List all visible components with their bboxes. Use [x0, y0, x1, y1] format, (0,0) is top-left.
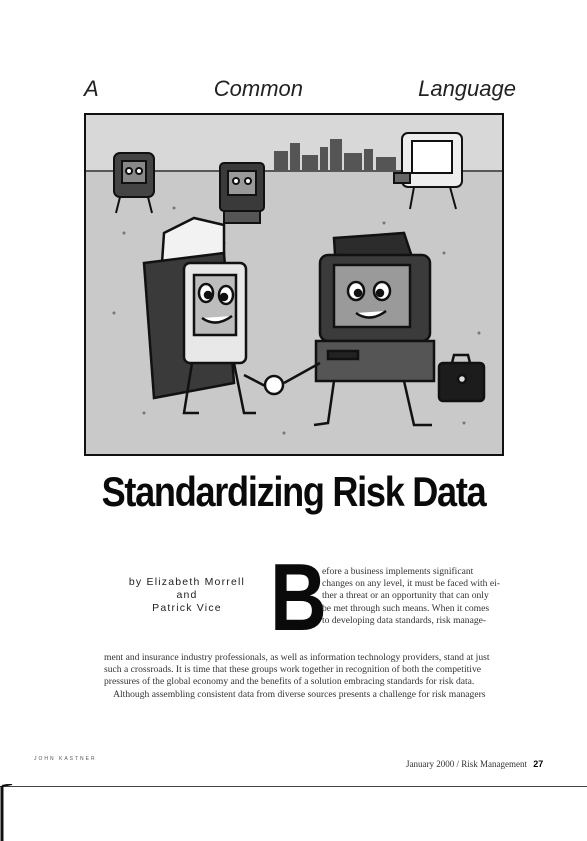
kicker-word-3: Language [418, 76, 516, 101]
body-line: ther a threat or an opportunity that can only [322, 590, 489, 602]
body-line: efore a business implements significant [322, 566, 474, 577]
scan-edge-mark [0, 784, 14, 841]
kicker-word-2: Common [213, 76, 304, 101]
body-full-width [104, 652, 506, 701]
body-line: to developing data standards, risk manage- [322, 614, 487, 626]
byline [112, 576, 262, 615]
kicker-title [84, 76, 516, 102]
body-line: ment and insurance industry professionals, as well as information technology providers, stand at just [104, 652, 490, 663]
illustration-credit: JOHN KASTNER [34, 756, 97, 762]
issue-label: January 2000 / Risk Management [406, 759, 527, 769]
body-line: be met through such means. When it comes [322, 602, 490, 614]
scan-edge-line [0, 786, 587, 787]
page-number: 27 [533, 759, 544, 769]
body-line: Although assembling consistent data from diverse sources presents a challenge for risk managers [104, 688, 486, 700]
byline-author-1: by Elizabeth Morrell [128, 576, 246, 588]
article-headline: Standardizing Risk Data [101, 468, 486, 515]
body-line: pressures of the global economy and the benefits of a solution embracing standards for risk data. [104, 676, 475, 688]
kicker-word-1: A [84, 76, 99, 101]
byline-author-2: Patrick Vice [152, 602, 222, 614]
cartoon-illustration [84, 113, 504, 456]
body-line: such a crossroads. It is time that these groups work together in recognition of both the competitive [104, 664, 481, 676]
body-intro-column [322, 566, 506, 627]
body-line: changes on any level, it must be faced with ei- [322, 578, 500, 590]
drop-cap: B [270, 544, 327, 651]
page-footer [406, 759, 543, 769]
byline-and: and [176, 589, 198, 601]
